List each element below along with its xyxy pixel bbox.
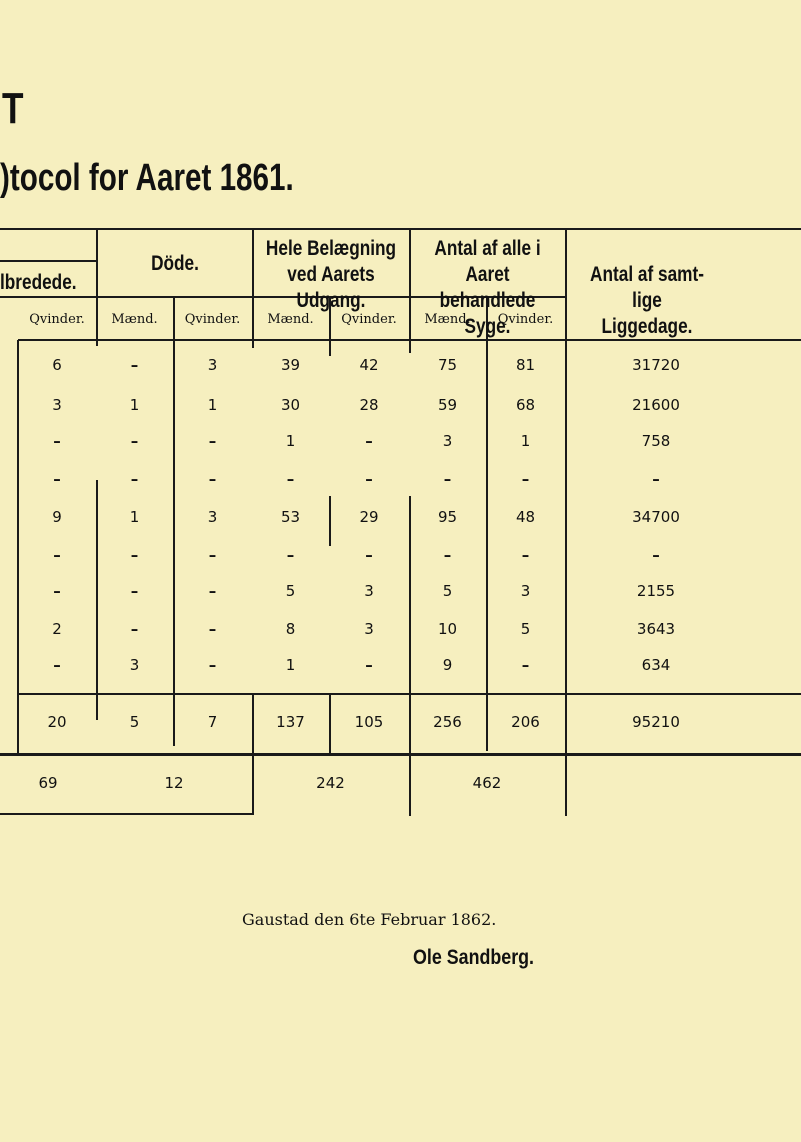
table-cell: 28	[359, 396, 379, 414]
table-cell: –	[208, 546, 217, 564]
table-cell: 1	[129, 508, 140, 526]
table-cell: –	[443, 546, 452, 564]
table-cell: 6	[52, 356, 62, 374]
table-cell: 3	[129, 656, 140, 674]
total-cell: 105	[354, 713, 384, 731]
place-date: Gaustad den 6te Februar 1862.	[242, 910, 497, 929]
table-cell: –	[286, 470, 295, 488]
table-cell: 21600	[632, 396, 680, 414]
subheader: Qvinder.	[184, 312, 241, 327]
column-rule	[252, 228, 254, 348]
table-cell: –	[443, 470, 452, 488]
grand-total-cell: 69	[38, 774, 58, 792]
table-cell: –	[53, 470, 61, 488]
table-cell: 3	[364, 582, 374, 600]
table-cell: –	[521, 546, 530, 564]
header-liggedage: Antal af samt-lige Liggedage.	[590, 263, 704, 338]
table-cell: 59	[437, 396, 458, 414]
table-cell: 31720	[632, 356, 680, 374]
table-cell: 3643	[636, 620, 676, 638]
table-cell: 8	[285, 620, 296, 638]
table-cell: –	[208, 432, 217, 450]
table-cell: –	[208, 620, 217, 638]
total-cell: 5	[129, 713, 140, 731]
table-cell: –	[652, 470, 660, 488]
table-cell: 5	[442, 582, 453, 600]
subheader: Qvinder.	[29, 312, 85, 327]
table-cell: –	[53, 582, 61, 600]
table-cell: 81	[515, 356, 536, 374]
subheader: Mænd.	[267, 312, 314, 327]
subheader: Mænd.	[111, 312, 158, 327]
column-rule	[96, 228, 98, 346]
table-cell: 9	[52, 508, 62, 526]
table-cell: 2155	[636, 582, 676, 600]
table-cell: 39	[280, 356, 301, 374]
table-cell: –	[130, 546, 139, 564]
table-cell: –	[652, 546, 660, 564]
table-cell: 2	[52, 620, 62, 638]
table-cell: –	[521, 656, 530, 674]
table-cell: 5	[520, 620, 531, 638]
subheader: Qvinder.	[497, 312, 554, 327]
header-helbredede: lbredede.	[0, 271, 77, 294]
table-cell: –	[130, 470, 139, 488]
table-cell: 3	[207, 356, 218, 374]
table-cell: 29	[359, 508, 379, 526]
table-cell: 3	[52, 396, 62, 414]
table-cell: –	[365, 656, 373, 674]
table-cell: –	[521, 470, 530, 488]
subheader: Qvinder.	[341, 312, 397, 327]
table-cell: 9	[442, 656, 453, 674]
table-cell: –	[365, 432, 373, 450]
table-cell: –	[53, 432, 61, 450]
table-top-rule	[0, 228, 801, 230]
table-cell: 634	[641, 656, 671, 674]
table-cell: 3	[442, 432, 453, 450]
grand-total-cell: 12	[164, 774, 184, 792]
header-dode: Döde.	[151, 252, 199, 275]
table-cell: –	[208, 470, 217, 488]
total-cell: 95210	[632, 713, 680, 731]
table-cell: 34700	[632, 508, 680, 526]
grand-totals-bottom-rule	[0, 813, 254, 815]
table-cell: 3	[207, 508, 218, 526]
table-cell: –	[286, 546, 295, 564]
header-belaegning: Hele Belægning ved Aarets Udgang.	[265, 237, 397, 312]
table-cell: –	[53, 546, 61, 564]
table-cell: 5	[285, 582, 296, 600]
column-rule	[409, 228, 411, 353]
totals-bottom-rule	[0, 753, 801, 756]
total-cell: 20	[47, 713, 67, 731]
table-cell: 10	[437, 620, 458, 638]
table-cell: 3	[364, 620, 374, 638]
table-cell: 1	[520, 432, 531, 450]
total-cell: 137	[276, 713, 305, 731]
heading-letter: T	[2, 84, 24, 133]
grand-total-cell: 242	[316, 774, 345, 792]
table-cell: –	[130, 620, 139, 638]
grand-total-cell: 462	[472, 774, 502, 792]
signature: Ole Sandberg.	[413, 946, 535, 969]
table-cell: –	[365, 546, 373, 564]
page-title: )tocol for Aaret 1861.	[0, 157, 294, 199]
header-antal-behandlede: Antal af alle i Aaret behandlede Syge.	[434, 237, 541, 338]
table-cell: 30	[280, 396, 301, 414]
total-cell: 7	[207, 713, 218, 731]
table-cell: 68	[515, 396, 536, 414]
table-cell: 95	[437, 508, 458, 526]
table-cell: 53	[280, 508, 301, 526]
column-rule	[252, 693, 254, 813]
table-cell: 42	[359, 356, 379, 374]
table-cell: 3	[520, 582, 531, 600]
table-cell: 48	[515, 508, 536, 526]
table-cell: 1	[285, 432, 296, 450]
subheader: Mænd.	[424, 312, 471, 327]
table-cell: –	[130, 582, 139, 600]
table-cell: –	[208, 582, 217, 600]
table-cell: 1	[129, 396, 140, 414]
table-cell: –	[208, 656, 217, 674]
table-cell: 758	[641, 432, 671, 450]
table-cell: –	[130, 432, 139, 450]
table-cell: –	[53, 656, 61, 674]
table-cell: 1	[285, 656, 296, 674]
table-cell: –	[130, 356, 139, 374]
total-cell: 256	[433, 713, 462, 731]
helbredede-rule	[0, 260, 96, 262]
total-cell: 206	[511, 713, 540, 731]
table-cell: 75	[437, 356, 458, 374]
table-cell: –	[365, 470, 373, 488]
table-cell: 1	[207, 396, 218, 414]
